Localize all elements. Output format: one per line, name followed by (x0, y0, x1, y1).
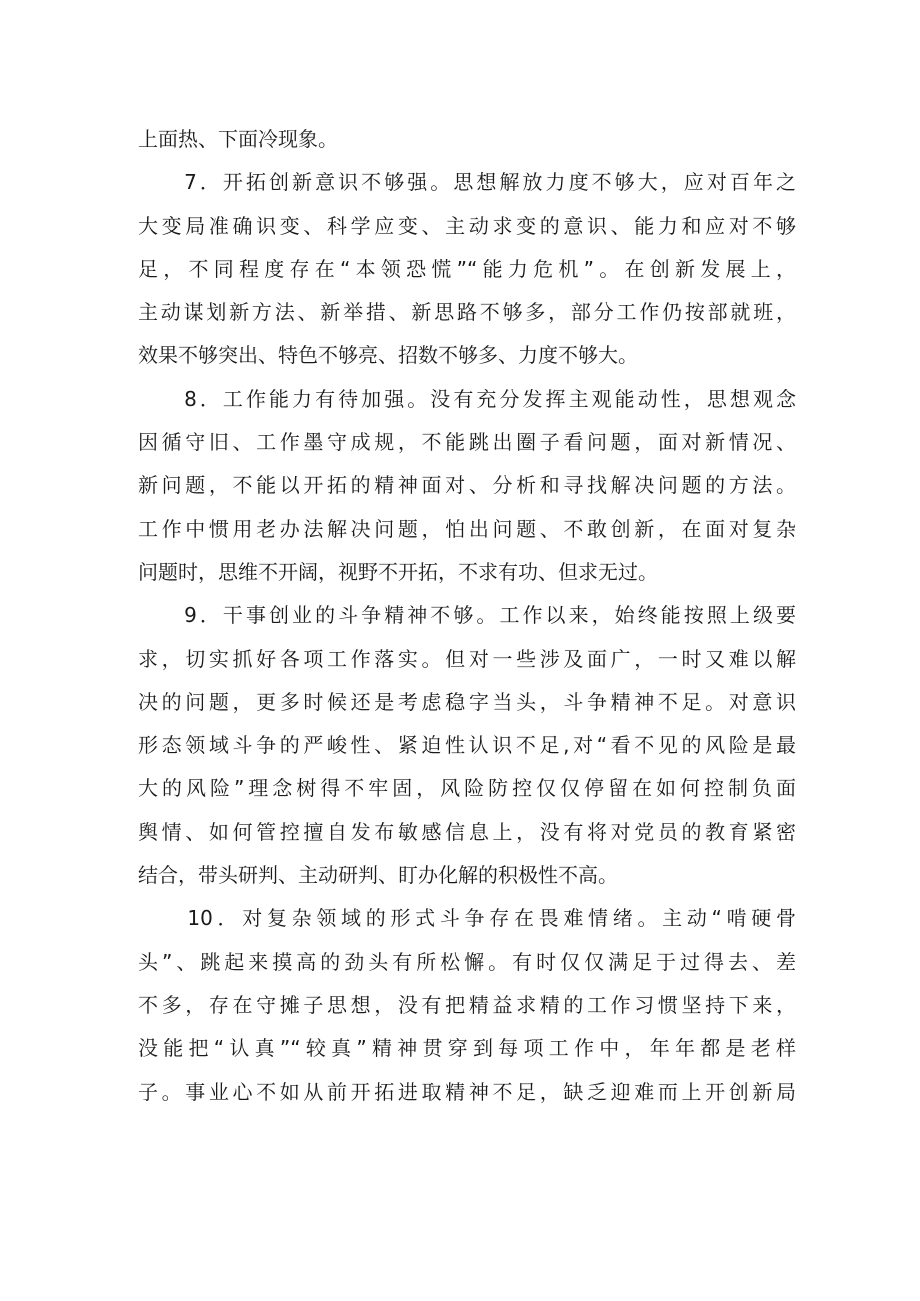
text-line: 效果不够突出、特色不够亮、招数不够多、力度不够大。 (138, 343, 638, 368)
text-line: 子。事业心不如从前开拓进取精神不足，缺乏迎难而上开创新局 (138, 1079, 796, 1104)
text-line: 10．对复杂领域的形式斗争存在畏难情绪。主动“啃硬骨 (138, 906, 796, 931)
text-line: 求，切实抓好各项工作落实。但对一些涉及面广，一时又难以解 (138, 646, 796, 671)
text-line: 大的风险”理念树得不牢固，风险防控仅仅停留在如何控制负面 (138, 776, 796, 801)
text-line: 形态领域斗争的严峻性、紧迫性认识不足,对“看不见的风险是最 (138, 733, 796, 758)
text-line: 7．开拓创新意识不够强。思想解放力度不够大，应对百年之 (138, 170, 796, 195)
text-line: 舆情、如何管控擅自发布敏感信息上，没有将对党员的教育紧密 (138, 819, 796, 844)
text-line: 新问题，不能以开拓的精神面对、分析和寻找解决问题的方法。 (138, 473, 796, 498)
text-line: 主动谋划新方法、新举措、新思路不够多，部分工作仍按部就班， (138, 300, 796, 325)
text-line: 大变局准确识变、科学应变、主动求变的意识、能力和应对不够 (138, 213, 796, 238)
text-line: 不多，存在守摊子思想，没有把精益求精的工作习惯坚持下来， (138, 992, 796, 1017)
text-line: 决的问题，更多时候还是考虑稳字当头，斗争精神不足。对意识 (138, 689, 796, 714)
text-line: 8．工作能力有待加强。没有充分发挥主观能动性，思想观念 (138, 386, 796, 411)
text-line: 工作中惯用老办法解决问题，怕出问题、不敢创新，在面对复杂 (138, 516, 796, 541)
text-line: 没能把“认真”“较真”精神贯穿到每项工作中，年年都是老样 (138, 1036, 796, 1061)
text-line: 上面热、下面冷现象。 (138, 127, 338, 151)
text-line: 头”、跳起来摸高的劲头有所松懈。有时仅仅满足于过得去、差 (138, 949, 796, 974)
text-line: 9．干事创业的斗争精神不够。工作以来，始终能按照上级要 (138, 603, 796, 628)
text-line: 问题时，思维不开阔，视野不开拓，不求有功、但求无过。 (138, 559, 658, 584)
text-line: 因循守旧、工作墨守成规，不能跳出圈子看问题，面对新情况、 (138, 430, 796, 455)
text-line: 足，不同程度存在“本领恐慌”“能力危机”。在创新发展上， (138, 256, 796, 281)
text-line: 结合，带头研判、主动研判、盯办化解的积极性不高。 (138, 863, 618, 888)
document-body (138, 118, 796, 1114)
